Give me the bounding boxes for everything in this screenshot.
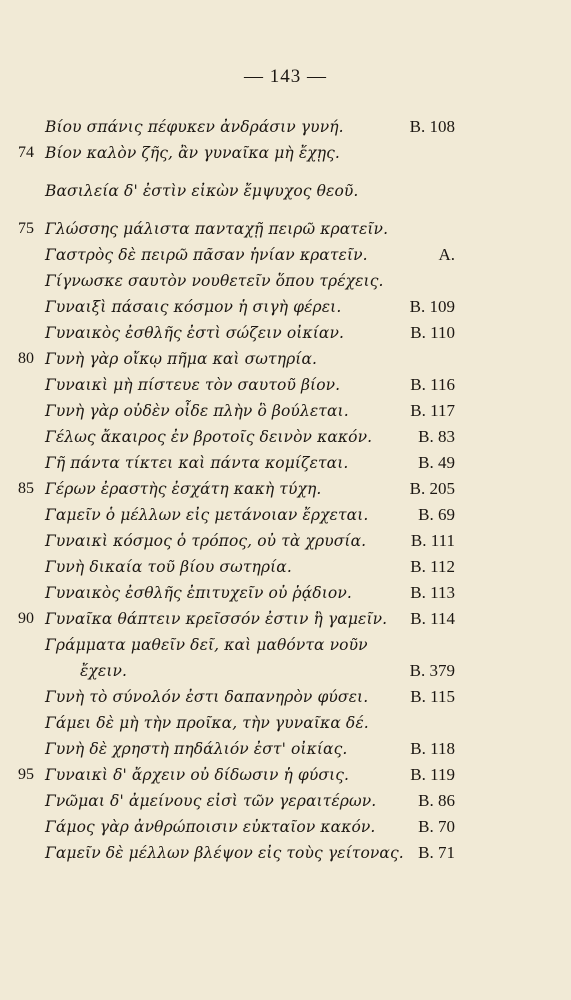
verse-reference: Β. 118 (410, 739, 455, 758)
verse-reference: Β. 117 (410, 401, 455, 420)
verse-text: Γυνὴ δὲ χρηστὴ πηδάλιόν ἐστ' οἰκίας. (45, 740, 348, 758)
verse-line (0, 450, 571, 476)
verse-text: Γάμει δὲ μὴ τὴν προῖκα, τὴν γυναῖκα δέ. (45, 714, 369, 732)
verse-reference: Β. 111 (410, 531, 455, 550)
verse-line (0, 424, 571, 450)
line-number: 80 (18, 350, 34, 367)
verse-reference: Β. 205 (409, 479, 455, 498)
verse-line (0, 476, 571, 502)
verse-line (0, 528, 571, 554)
verse-text: Γέρων ἐραστὴς ἐσχάτη κακὴ τύχη. (45, 480, 322, 498)
line-number: 95 (18, 766, 34, 783)
verse-text: Γυναῖκα θάπτειν κρεῖσσόν ἐστιν ἢ γαμεῖν. (45, 610, 388, 628)
verse-line (0, 632, 571, 658)
verse-text: Γυναικὶ δ' ἄρχειν οὐ δίδωσιν ἡ φύσις. (45, 766, 350, 784)
verse-line (0, 736, 571, 762)
line-number: 74 (18, 144, 34, 161)
verse-reference: Β. 86 (418, 791, 455, 810)
verse-line (0, 294, 571, 320)
verse-text: Γυνὴ γὰρ οἴκῳ πῆμα καὶ σωτηρία. (45, 350, 318, 368)
verse-text: Γαστρὸς δὲ πειρῶ πᾶσαν ἡνίαν κρατεῖν. (45, 246, 368, 264)
verse-text: Γλώσσης μάλιστα πανταχῇ πειρῶ κρατεῖν. (45, 220, 389, 238)
verse-reference: Β. 116 (410, 375, 455, 394)
verse-text: Γαμεῖν ὁ μέλλων εἰς μετάνοιαν ἔρχεται. (45, 506, 369, 524)
verse-line (0, 502, 571, 528)
verse-text: ἔχειν. (80, 662, 128, 680)
verse-text: Βίου σπάνις πέφυκεν ἀνδράσιν γυνή. (45, 118, 344, 136)
verse-text: Γάμος γὰρ ἀνθρώποισιν εὐκταῖον κακόν. (45, 818, 376, 836)
verse-reference: Β. 379 (409, 661, 455, 680)
verse-reference: Β. 113 (410, 583, 455, 602)
line-number: 75 (18, 220, 34, 237)
verse-reference: Β. 71 (418, 843, 455, 862)
verse-line (0, 658, 571, 684)
verse-line (0, 606, 571, 632)
verse-line (0, 684, 571, 710)
verse-line (0, 814, 571, 840)
verse-reference: Β. 115 (410, 687, 455, 706)
verse-line (0, 320, 571, 346)
page-number: — 143 — (244, 66, 327, 87)
verse-text: Γυναικὸς ἐσθλῆς ἐπιτυχεῖν οὐ ῥᾴδιον. (45, 584, 352, 602)
verse-reference: Β. 70 (418, 817, 455, 836)
verse-text: Γαμεῖν δὲ μέλλων βλέψον εἰς τοὺς γείτονας. (45, 844, 404, 862)
verse-text: Γνῶμαι δ' ἀμείνους εἰσὶ τῶν γεραιτέρων. (45, 792, 377, 810)
verse-line (0, 242, 571, 268)
verse-text: Γέλως ἄκαιρος ἐν βροτοῖς δεινὸν κακόν. (45, 428, 373, 446)
verse-text: Γῆ πάντα τίκτει καὶ πάντα κομίζεται. (45, 454, 349, 472)
verse-line (0, 216, 571, 242)
verse-line (0, 346, 571, 372)
verse-text: Γυναικὸς ἐσθλῆς ἐστὶ σώζειν οἰκίαν. (45, 324, 345, 342)
verse-line (0, 840, 571, 866)
verse-text: Βίον καλὸν ζῆς, ἂν γυναῖκα μὴ ἔχῃς. (45, 144, 340, 162)
verse-text: Γυνὴ δικαία τοῦ βίου σωτηρία. (45, 558, 292, 576)
verse-reference: Β. 69 (418, 505, 455, 524)
verse-line (0, 178, 571, 204)
verse-line (0, 762, 571, 788)
verse-text: Βασιλεία δ' ἐστὶν εἰκὼν ἔμψυχος θεοῦ. (45, 182, 359, 200)
verse-line (0, 710, 571, 736)
verse-line (0, 140, 571, 166)
verse-reference: Β. 109 (409, 297, 455, 316)
verse-reference: Β. 114 (410, 609, 455, 628)
line-number: 85 (18, 480, 34, 497)
verse-line (0, 580, 571, 606)
verse-reference: Β. 112 (410, 557, 455, 576)
verse-text: Γυναικὶ μὴ πίστευε τὸν σαυτοῦ βίον. (45, 376, 341, 394)
verse-text: Γίγνωσκε σαυτὸν νουθετεῖν ὅπου τρέχεις. (45, 272, 384, 290)
verse-line (0, 114, 571, 140)
verse-reference: A. (438, 245, 455, 264)
verse-reference: Β. 49 (418, 453, 455, 472)
line-number: 90 (18, 610, 34, 627)
verse-reference: Β. 119 (410, 765, 455, 784)
verse-line (0, 554, 571, 580)
verse-text: Γυναικὶ κόσμος ὁ τρόπος, οὐ τὰ χρυσία. (45, 532, 367, 550)
verse-line (0, 268, 571, 294)
verse-line (0, 398, 571, 424)
verse-reference: Β. 110 (410, 323, 455, 342)
verse-reference: Β. 83 (418, 427, 455, 446)
verse-text: Γυνὴ τὸ σύνολόν ἐστι δαπανηρὸν φύσει. (45, 688, 369, 706)
verse-reference: Β. 108 (409, 117, 455, 136)
verse-text: Γυναιξὶ πάσαις κόσμον ἡ σιγὴ φέρει. (45, 298, 342, 316)
verse-text: Γράμματα μαθεῖν δεῖ, καὶ μαθόντα νοῦν (45, 636, 368, 654)
verse-line (0, 788, 571, 814)
verse-line (0, 372, 571, 398)
verse-text: Γυνὴ γὰρ οὐδὲν οἶδε πλὴν ὃ βούλεται. (45, 402, 349, 420)
verse-list (0, 114, 571, 866)
